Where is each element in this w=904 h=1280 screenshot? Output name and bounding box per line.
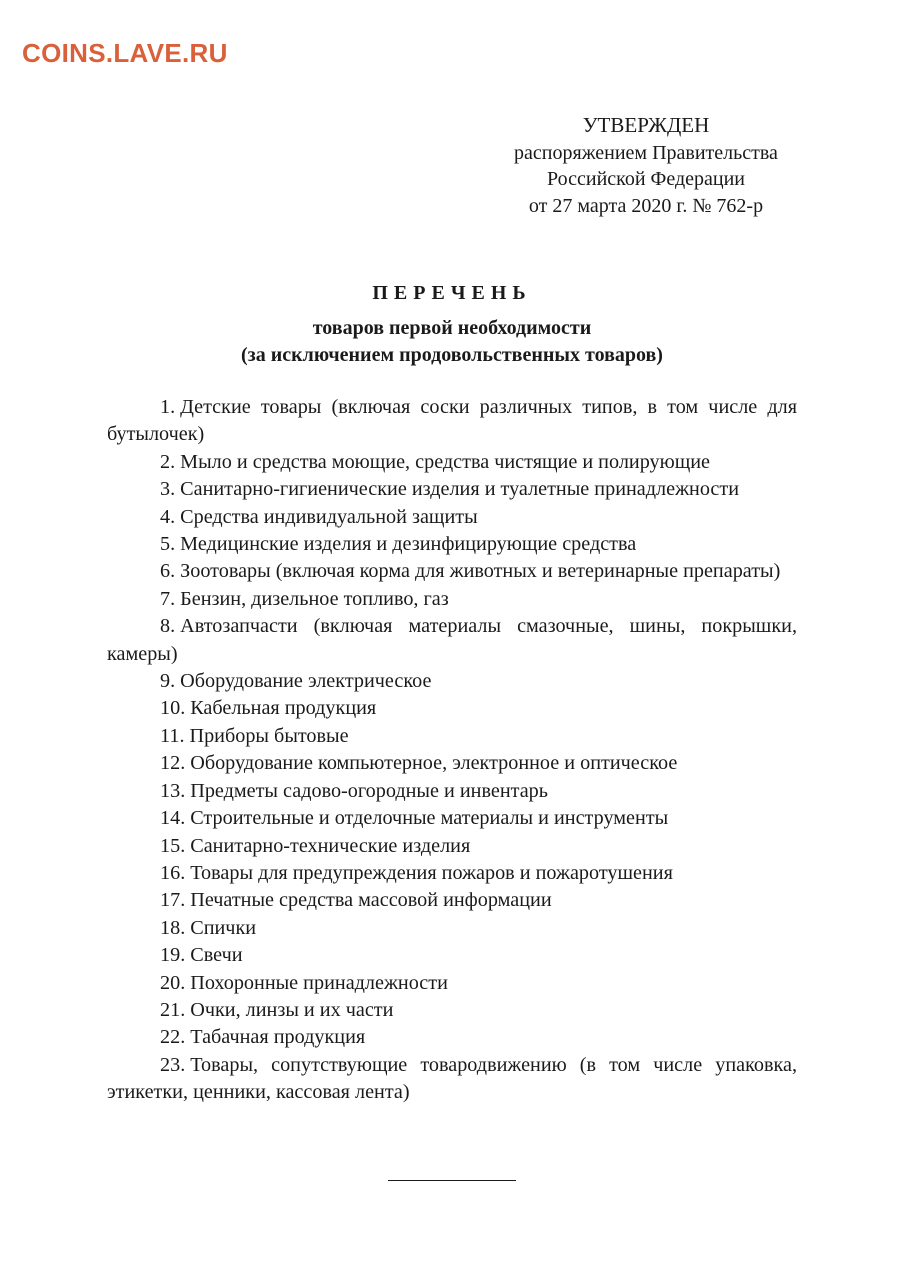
list-item bbox=[107, 833, 797, 860]
list-item-text: Кабельная продукция bbox=[190, 697, 377, 720]
list-item bbox=[107, 860, 797, 887]
list-item-number: 14. bbox=[160, 807, 186, 830]
list-item-number: 20. bbox=[160, 971, 186, 994]
list-item bbox=[107, 613, 797, 668]
list-item-number: 17. bbox=[160, 889, 186, 912]
list-item bbox=[107, 723, 797, 750]
list-item bbox=[107, 805, 797, 832]
list-item-number: 3. bbox=[160, 478, 176, 501]
subtitle-line-1: товаров первой необходимости bbox=[312, 317, 592, 339]
list-item-text: Мыло и средства моющие, средства чистящие и полирующие bbox=[180, 450, 711, 473]
list-item-text: Медицинские изделия и дезинфицирующие средства bbox=[180, 533, 637, 556]
list-item-number: 22. bbox=[160, 1026, 186, 1049]
list-item-text: Бензин, дизельное топливо, газ bbox=[180, 587, 449, 610]
list-item-text: Санитарно-гигиенические изделия и туалетные принадлежности bbox=[180, 478, 740, 501]
list-item-number: 10. bbox=[160, 697, 186, 720]
list-item-text: Спички bbox=[190, 916, 257, 939]
list-item-text: Оборудование электрическое bbox=[180, 670, 432, 693]
document-subtitle bbox=[0, 315, 904, 369]
list-item bbox=[107, 1052, 797, 1107]
list-item-number: 7. bbox=[160, 587, 176, 610]
list-item bbox=[107, 695, 797, 722]
list-item-number: 16. bbox=[160, 861, 186, 884]
list-item-text: Оборудование компьютерное, электронное и оптическое bbox=[190, 752, 678, 775]
list-item-number: 19. bbox=[160, 944, 186, 967]
list-item-number: 15. bbox=[160, 834, 186, 857]
list-item-text: Средства индивидуальной защиты bbox=[180, 505, 478, 528]
list-item-number: 6. bbox=[160, 560, 176, 583]
watermark-logo: COINS.LAVE.RU bbox=[22, 38, 228, 68]
list-item-text: Автозапчасти (включая материалы смазочные, шины, покрышки, камеры) bbox=[107, 615, 797, 665]
list-item-number: 1. bbox=[160, 396, 176, 418]
list-item-text: Свечи bbox=[190, 944, 243, 967]
list-item-text: Предметы садово-огородные и инвентарь bbox=[190, 779, 548, 802]
approval-line-3: от 27 марта 2020 г. № 762-р bbox=[528, 194, 764, 217]
list-item-number: 21. bbox=[160, 998, 186, 1021]
list-item bbox=[107, 394, 797, 449]
list-item bbox=[107, 750, 797, 777]
list-item-number: 2. bbox=[160, 450, 176, 473]
list-item bbox=[107, 504, 797, 531]
list-item-text: Строительные и отделочные материалы и инструменты bbox=[190, 807, 669, 830]
goods-list bbox=[107, 394, 797, 1107]
list-item-number: 9. bbox=[160, 670, 176, 693]
list-item-number: 12. bbox=[160, 752, 186, 775]
list-item-text: Санитарно-технические изделия bbox=[190, 834, 471, 857]
list-item-number: 13. bbox=[160, 779, 186, 802]
list-item-text: Зоотовары (включая корма для животных и ветеринарные препараты) bbox=[180, 560, 781, 583]
list-item-text: Товары, сопутствующие товародвижению (в том числе упаковка, этикетки, ценники, кассовая лента) bbox=[107, 1053, 797, 1104]
list-item bbox=[107, 778, 797, 805]
list-item bbox=[107, 970, 797, 997]
list-item bbox=[107, 449, 797, 476]
list-item-text: Табачная продукция bbox=[190, 1026, 366, 1049]
approval-line-2: Российской Федерации bbox=[546, 168, 746, 190]
list-item bbox=[107, 887, 797, 914]
end-divider bbox=[388, 1180, 516, 1181]
document-title: ПЕРЕЧЕНЬ bbox=[372, 282, 532, 304]
list-item-text: Похоронные принадлежности bbox=[190, 971, 448, 994]
list-item-text: Приборы бытовые bbox=[189, 724, 349, 747]
list-item-text: Печатные средства массовой информации bbox=[190, 889, 552, 912]
list-item-text: Детские товары (включая соски различных типов, в том числе для бутылочек) bbox=[107, 396, 797, 446]
list-item bbox=[107, 942, 797, 969]
list-item-number: 23. bbox=[160, 1053, 186, 1076]
list-item bbox=[107, 558, 797, 585]
list-item-number: 4. bbox=[160, 505, 176, 528]
list-item-number: 5. bbox=[160, 533, 176, 556]
approval-stamp bbox=[498, 112, 794, 219]
list-item-number: 8. bbox=[160, 615, 176, 638]
approved-label: УТВЕРЖДЕН bbox=[582, 113, 710, 137]
list-item bbox=[107, 531, 797, 558]
list-item-text: Очки, линзы и их части bbox=[190, 998, 394, 1021]
list-item bbox=[107, 1024, 797, 1051]
approval-line-1: распоряжением Правительства bbox=[514, 141, 778, 164]
list-item-number: 18. bbox=[160, 916, 186, 939]
list-item bbox=[107, 476, 797, 503]
list-item bbox=[107, 668, 797, 695]
list-item bbox=[107, 915, 797, 942]
list-item bbox=[107, 997, 797, 1024]
subtitle-line-2: (за исключением продовольственных товаров) bbox=[241, 344, 663, 366]
list-item bbox=[107, 586, 797, 613]
list-item-number: 11. bbox=[160, 724, 185, 747]
list-item-text: Товары для предупреждения пожаров и пожаротушения bbox=[190, 861, 673, 884]
